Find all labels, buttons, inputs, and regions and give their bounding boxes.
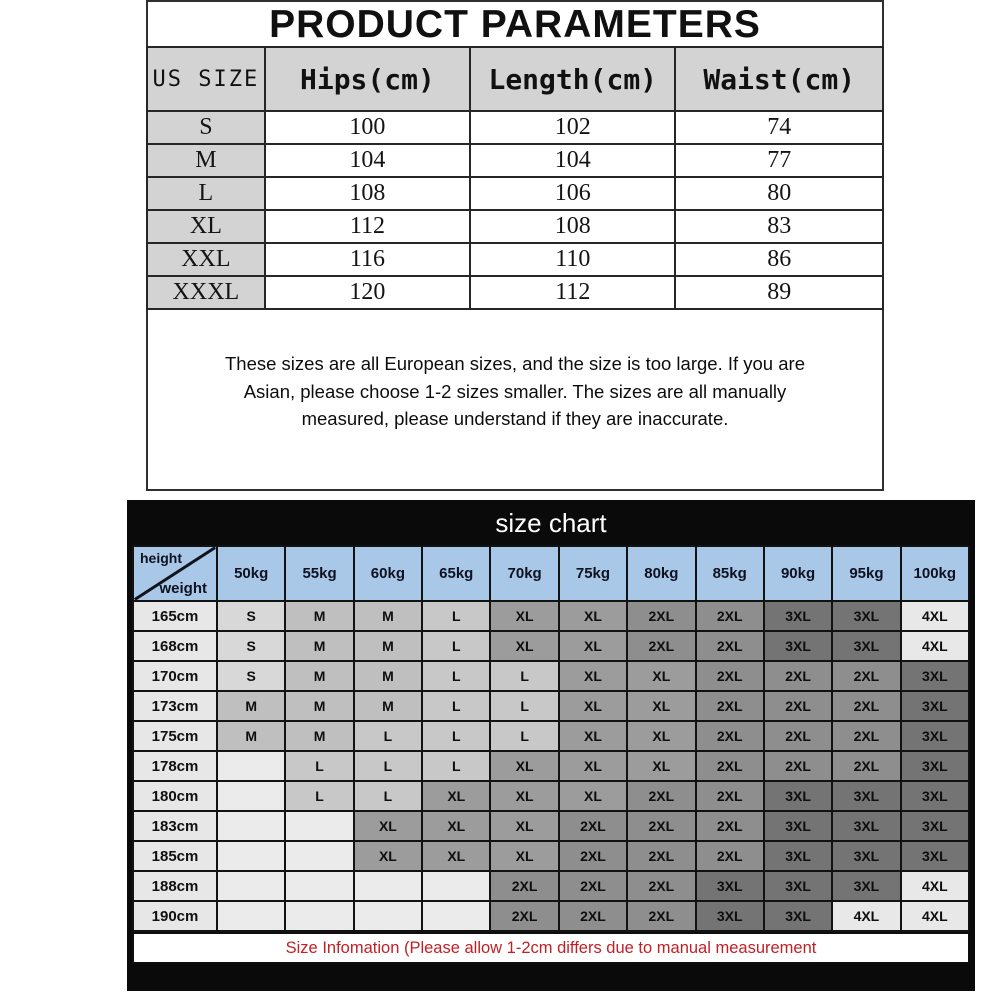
size-cell: 4XL: [832, 901, 900, 931]
size-chart-row: [133, 601, 969, 631]
size-cell: 2XL: [696, 631, 764, 661]
pp-value-cell: 116: [265, 243, 470, 276]
size-cell: XL: [627, 721, 695, 751]
size-cell: 3XL: [764, 601, 832, 631]
size-cell: S: [217, 661, 285, 691]
pp-value-cell: 112: [470, 276, 675, 309]
pp-value-cell: 89: [675, 276, 883, 309]
size-info-footer: Size Infomation (Please allow 1-2cm differs due to manual measurement: [132, 932, 970, 964]
size-cell: XL: [490, 631, 558, 661]
size-cell: 2XL: [832, 661, 900, 691]
size-cell: 3XL: [832, 841, 900, 871]
size-chart-row: [133, 631, 969, 661]
size-chart-title: size chart: [495, 508, 607, 538]
pp-value-cell: 102: [470, 111, 675, 144]
size-cell: XL: [354, 811, 422, 841]
pp-value-cell: 80: [675, 177, 883, 210]
height-label-cell: 185cm: [133, 841, 217, 871]
size-cell: L: [490, 721, 558, 751]
size-cell: XL: [490, 751, 558, 781]
size-chart-row: [133, 721, 969, 751]
size-cell: 3XL: [764, 781, 832, 811]
size-cell: XL: [490, 811, 558, 841]
height-label-cell: 180cm: [133, 781, 217, 811]
size-cell: L: [422, 661, 490, 691]
size-cell: XL: [627, 751, 695, 781]
size-note: [148, 350, 882, 433]
size-cell: 2XL: [764, 661, 832, 691]
size-cell: 2XL: [764, 721, 832, 751]
size-cell: 2XL: [559, 811, 627, 841]
size-cell: XL: [559, 691, 627, 721]
size-cell: 4XL: [901, 901, 969, 931]
note-line: These sizes are all European sizes, and the size is too large. If you are: [225, 353, 805, 374]
size-cell: 2XL: [627, 631, 695, 661]
size-cell: XL: [627, 691, 695, 721]
pp-value-cell: 83: [675, 210, 883, 243]
size-cell-empty: [217, 811, 285, 841]
weight-header-cell: 100kg: [901, 546, 969, 601]
size-cell: 3XL: [901, 811, 969, 841]
size-cell: 3XL: [832, 781, 900, 811]
size-cell: 2XL: [832, 691, 900, 721]
pp-value-cell: 112: [265, 210, 470, 243]
pp-header-row: [147, 47, 883, 111]
size-cell: M: [354, 631, 422, 661]
size-cell-empty: [422, 871, 490, 901]
size-chart-row: [133, 691, 969, 721]
size-cell: S: [217, 631, 285, 661]
size-cell: L: [422, 751, 490, 781]
size-cell: M: [354, 691, 422, 721]
weight-header-cell: 50kg: [217, 546, 285, 601]
size-chart-table: [132, 545, 970, 932]
size-cell: L: [354, 781, 422, 811]
weight-header-cell: 65kg: [422, 546, 490, 601]
size-cell: 4XL: [901, 871, 969, 901]
size-cell: L: [490, 691, 558, 721]
pp-value-cell: 120: [265, 276, 470, 309]
size-cell-empty: [285, 841, 353, 871]
pp-value-cell: 110: [470, 243, 675, 276]
size-cell: 2XL: [764, 751, 832, 781]
pp-size-cell: M: [147, 144, 265, 177]
size-cell: XL: [490, 841, 558, 871]
pp-table-row: [147, 177, 883, 210]
size-cell: 4XL: [901, 601, 969, 631]
size-cell: 2XL: [696, 781, 764, 811]
size-cell: 2XL: [696, 721, 764, 751]
size-chart-panel: [127, 500, 975, 991]
size-cell: 3XL: [832, 811, 900, 841]
pp-size-cell: XXL: [147, 243, 265, 276]
size-cell: M: [217, 691, 285, 721]
size-cell: 2XL: [696, 841, 764, 871]
pp-value-cell: 108: [470, 210, 675, 243]
size-cell: XL: [559, 631, 627, 661]
size-cell-empty: [354, 871, 422, 901]
size-cell: 3XL: [764, 901, 832, 931]
size-cell: 2XL: [696, 601, 764, 631]
size-cell: XL: [627, 661, 695, 691]
size-cell: M: [285, 721, 353, 751]
size-cell: M: [217, 721, 285, 751]
height-label-cell: 175cm: [133, 721, 217, 751]
size-cell: XL: [354, 841, 422, 871]
size-cell-empty: [217, 781, 285, 811]
size-cell: 2XL: [627, 871, 695, 901]
size-cell: M: [285, 631, 353, 661]
pp-value-cell: 100: [265, 111, 470, 144]
size-cell-empty: [285, 811, 353, 841]
size-chart-row: [133, 781, 969, 811]
size-chart-row: [133, 661, 969, 691]
size-cell: 3XL: [832, 601, 900, 631]
size-cell: 3XL: [901, 751, 969, 781]
height-label-cell: 178cm: [133, 751, 217, 781]
size-cell: 2XL: [832, 751, 900, 781]
pp-table-row: [147, 144, 883, 177]
pp-table-row: [147, 210, 883, 243]
size-cell: S: [217, 601, 285, 631]
size-cell: 3XL: [696, 871, 764, 901]
size-cell: 2XL: [627, 811, 695, 841]
size-cell: XL: [559, 721, 627, 751]
size-cell: 2XL: [490, 871, 558, 901]
pp-size-cell: S: [147, 111, 265, 144]
size-cell: 2XL: [627, 781, 695, 811]
note-line: Asian, please choose 1-2 sizes smaller. The sizes are all manually: [243, 380, 787, 402]
size-cell: 3XL: [764, 811, 832, 841]
height-label-cell: 168cm: [133, 631, 217, 661]
pp-value-cell: 74: [675, 111, 883, 144]
size-cell: 2XL: [696, 811, 764, 841]
size-cell: 3XL: [901, 691, 969, 721]
size-cell: 2XL: [696, 691, 764, 721]
size-cell: 3XL: [832, 871, 900, 901]
size-cell: L: [422, 631, 490, 661]
size-cell: 2XL: [696, 661, 764, 691]
pp-size-cell: XXXL: [147, 276, 265, 309]
weight-header-cell: 55kg: [285, 546, 353, 601]
size-cell: 2XL: [559, 901, 627, 931]
weight-header-cell: 95kg: [832, 546, 900, 601]
size-cell: 3XL: [764, 871, 832, 901]
height-label-cell: 170cm: [133, 661, 217, 691]
size-cell: 2XL: [627, 601, 695, 631]
pp-size-cell: L: [147, 177, 265, 210]
size-chart-body: [133, 601, 969, 931]
size-chart-header-row: [133, 546, 969, 601]
pp-value-cell: 77: [675, 144, 883, 177]
pp-value-cell: 108: [265, 177, 470, 210]
pp-col-header: Length(cm): [470, 47, 675, 111]
height-label-cell: 165cm: [133, 601, 217, 631]
pp-table-row: [147, 243, 883, 276]
pp-table-row: [147, 111, 883, 144]
size-cell: XL: [422, 841, 490, 871]
height-label-cell: 173cm: [133, 691, 217, 721]
size-cell-empty: [285, 901, 353, 931]
page-title: PRODUCT PARAMETERS: [269, 3, 761, 46]
weight-header-cell: 75kg: [559, 546, 627, 601]
pp-col-header: Hips(cm): [265, 47, 470, 111]
weight-header-cell: 80kg: [627, 546, 695, 601]
weight-header-cell: 85kg: [696, 546, 764, 601]
pp-value-cell: 86: [675, 243, 883, 276]
pp-value-cell: 106: [470, 177, 675, 210]
size-cell: 4XL: [901, 631, 969, 661]
size-cell: L: [285, 751, 353, 781]
size-cell: 3XL: [901, 721, 969, 751]
size-cell: XL: [559, 601, 627, 631]
size-cell: M: [285, 601, 353, 631]
size-cell: 3XL: [696, 901, 764, 931]
note-line: measured, please understand if they are inaccurate.: [301, 408, 729, 429]
size-cell: L: [422, 601, 490, 631]
size-chart-row: [133, 901, 969, 931]
size-cell: L: [422, 721, 490, 751]
size-cell: M: [354, 601, 422, 631]
size-cell: 2XL: [764, 691, 832, 721]
size-cell: L: [285, 781, 353, 811]
pp-table-row: [147, 276, 883, 309]
size-cell: XL: [559, 661, 627, 691]
size-cell-empty: [217, 751, 285, 781]
size-cell: 3XL: [832, 631, 900, 661]
size-cell: 2XL: [559, 871, 627, 901]
size-cell: XL: [422, 781, 490, 811]
pp-col-header-us-size: US SIZE: [147, 47, 265, 111]
size-cell: L: [490, 661, 558, 691]
size-cell: L: [422, 691, 490, 721]
size-cell: 2XL: [559, 841, 627, 871]
size-cell: 2XL: [696, 751, 764, 781]
size-chart-row: [133, 751, 969, 781]
size-cell: M: [285, 691, 353, 721]
size-cell: 2XL: [490, 901, 558, 931]
pp-table-body: [147, 111, 883, 309]
size-cell: 3XL: [764, 841, 832, 871]
weight-header-cell: 90kg: [764, 546, 832, 601]
size-cell-empty: [217, 871, 285, 901]
size-cell: L: [354, 721, 422, 751]
size-cell-empty: [217, 901, 285, 931]
size-cell: L: [354, 751, 422, 781]
height-label-cell: 183cm: [133, 811, 217, 841]
size-cell-empty: [422, 901, 490, 931]
size-cell: XL: [490, 781, 558, 811]
weight-header-cell: 70kg: [490, 546, 558, 601]
size-cell: XL: [559, 781, 627, 811]
size-cell: 3XL: [764, 631, 832, 661]
size-cell: 2XL: [627, 901, 695, 931]
pp-value-cell: 104: [470, 144, 675, 177]
size-chart-row: [133, 871, 969, 901]
product-parameters-panel: [146, 0, 884, 491]
corner-height-label: height: [140, 550, 182, 566]
size-chart-row: [133, 811, 969, 841]
size-cell: 3XL: [901, 841, 969, 871]
size-cell: 2XL: [627, 841, 695, 871]
corner-weight-label: weight: [159, 580, 207, 597]
height-label-cell: 190cm: [133, 901, 217, 931]
size-cell: M: [285, 661, 353, 691]
size-cell: XL: [422, 811, 490, 841]
size-chart-row: [133, 841, 969, 871]
pp-value-cell: 104: [265, 144, 470, 177]
pp-col-header: Waist(cm): [675, 47, 883, 111]
height-label-cell: 188cm: [133, 871, 217, 901]
product-parameters-table: [146, 46, 884, 310]
size-cell: 3XL: [901, 661, 969, 691]
size-cell-empty: [285, 871, 353, 901]
size-cell: M: [354, 661, 422, 691]
pp-size-cell: XL: [147, 210, 265, 243]
size-cell: 3XL: [901, 781, 969, 811]
height-weight-corner-cell: [133, 546, 217, 601]
size-cell-empty: [217, 841, 285, 871]
size-cell: XL: [559, 751, 627, 781]
size-cell: XL: [490, 601, 558, 631]
size-cell: 2XL: [832, 721, 900, 751]
weight-header-cell: 60kg: [354, 546, 422, 601]
size-cell-empty: [354, 901, 422, 931]
